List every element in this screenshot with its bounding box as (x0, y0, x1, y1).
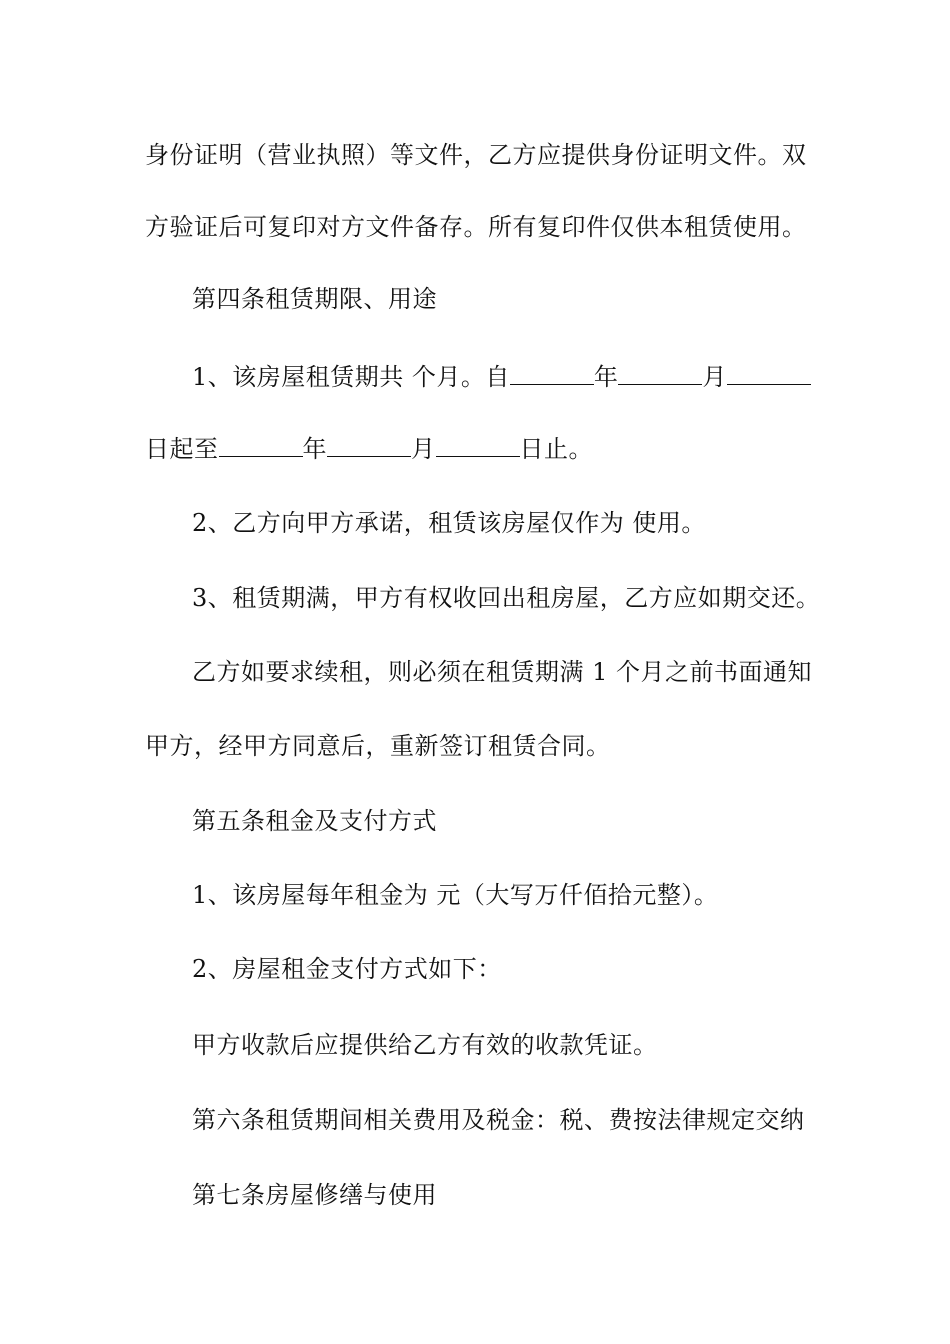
paragraph-line (192, 954, 815, 984)
paragraph-line (145, 731, 815, 761)
section-heading (192, 1105, 815, 1135)
section-heading (192, 1180, 815, 1210)
paragraph-line (145, 434, 815, 464)
paragraph-line (145, 212, 815, 242)
fill-in-blank (219, 434, 303, 457)
line-text: 1、该房屋租赁期共 个月。自 (192, 363, 510, 391)
line-text: 方验证后可复印对方文件备存。所有复印件仅供本租赁使用。 (145, 213, 807, 241)
line-text: 年 (302, 435, 327, 463)
paragraph-line (192, 1030, 815, 1060)
line-text: 月 (702, 363, 727, 391)
paragraph-line (192, 362, 815, 392)
section-heading (192, 806, 815, 836)
line-text: 第四条租赁期限、用途 (192, 285, 437, 313)
line-text: 身份证明（营业执照）等文件，乙方应提供身份证明文件。双 (145, 141, 807, 169)
line-text: 日止。 (519, 435, 593, 463)
fill-in-blank (727, 362, 811, 385)
line-text: 乙方如要求续租，则必须在租赁期满 1 个月之前书面通知 (192, 658, 813, 686)
line-text: 第七条房屋修缮与使用 (192, 1181, 437, 1209)
paragraph-line (192, 657, 815, 687)
paragraph-line (192, 583, 821, 613)
fill-in-blank (618, 362, 702, 385)
fill-in-blank (327, 434, 411, 457)
line-text: 年 (593, 363, 619, 391)
fill-in-blank (436, 434, 520, 457)
section-heading (192, 284, 815, 314)
line-text: 日起至 (145, 435, 219, 463)
fill-in-blank (510, 362, 594, 385)
line-text: 月 (411, 435, 436, 463)
line-text: 2、房屋租金支付方式如下： (192, 955, 502, 983)
line-text: 1、该房屋每年租金为 元（大写万仟佰拾元整）。 (192, 881, 719, 909)
line-text: 3、租赁期满，甲方有权收回出租房屋，乙方应如期交还。 (192, 584, 821, 612)
line-text: 甲方，经甲方同意后，重新签订租赁合同。 (145, 732, 611, 760)
paragraph-line (145, 140, 815, 170)
paragraph-line (192, 508, 815, 538)
line-text: 甲方收款后应提供给乙方有效的收款凭证。 (192, 1031, 658, 1059)
paragraph-line (192, 880, 815, 910)
line-text: 第五条租金及支付方式 (192, 807, 437, 835)
line-text: 第六条租赁期间相关费用及税金：税、费按法律规定交纳 (192, 1106, 805, 1134)
line-text: 2、乙方向甲方承诺，租赁该房屋仅作为 使用。 (192, 509, 706, 537)
